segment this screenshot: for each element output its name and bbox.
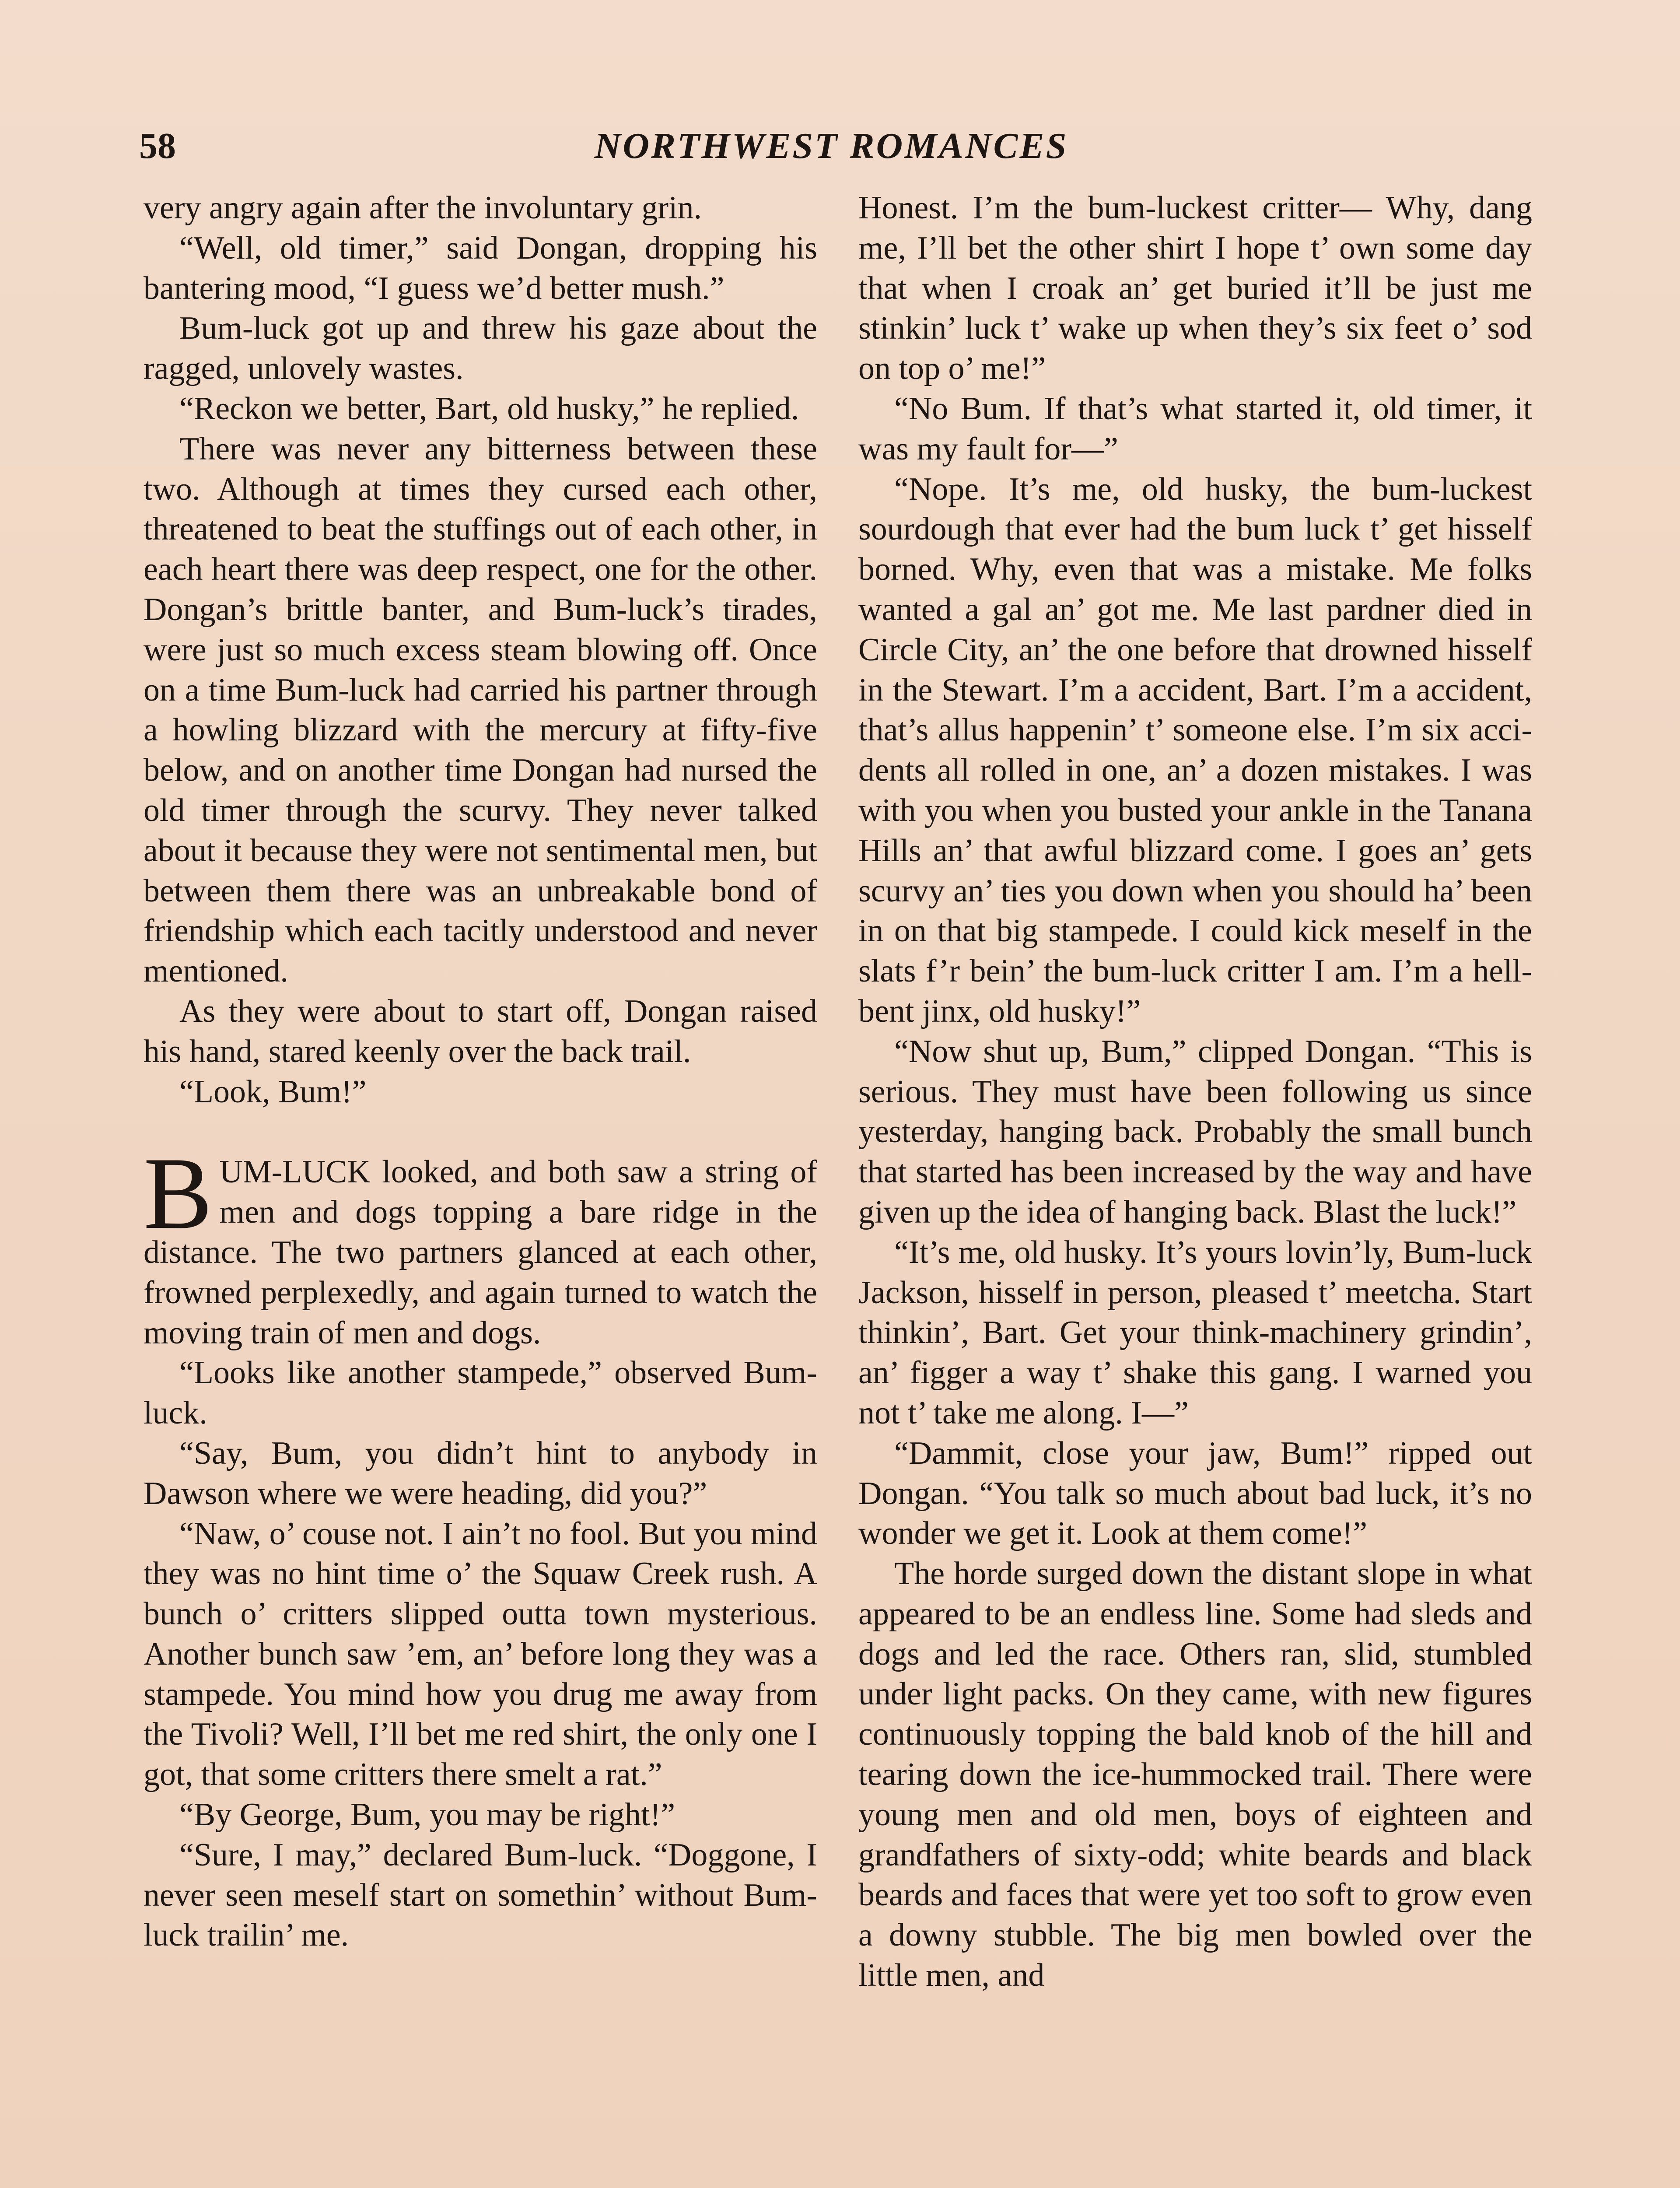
paragraph: The horde surged down the distant slope in what appeared to be an endless line. Some had sleds and dogs and led the race. Others ran, slid, stumbled under light packs. On they came, with new figures continuously topping the bald knob of the hill and tearing down the ice-hummocked trail. There were young men and old men, boys of eighteen and grandfathers of sixty-odd; white beards and black beards and faces that were yet too soft to grow even a downy stubble. The big men bowled over the little men, and (858, 1556, 1532, 1994)
paragraph: “Say, Bum, you didn’t hint to anybody in Dawson where we were heading, did you?” (144, 1435, 817, 1511)
paragraph: “Now shut up, Bum,” clipped Dongan. “This is serious. They must have been following us since yesterday, hanging back. Probably the small bunch that started has been increased by the way and have given up the idea of hanging back. Blast the luck!” (858, 1033, 1532, 1230)
right-column (858, 188, 1532, 1996)
paragraph: Bum-luck got up and threw his gaze about the ragged, unlovely wastes. (144, 310, 817, 387)
paragraph: “Nope. It’s me, old husky, the bum-luckest sourdough that ever had the bum luck t’ get hisself borned. Why, even that was a mistake. Me folks wanted a gal an’ got me. Me last pardner died in Circle City, an’ the one before that drowned hisself in the Stewart. I’m a accident, Bart. I’m a accident, that’s allus happenin’ t’ someone else. I’m six accidents all rolled in one, an’ a dozen mistakes. I was with you when you busted your ankle in the Tanana Hills an’ that awful blizzard come. I goes an’ gets scurvy an’ ties you down when you should ha’ been in on that big stampede. I could kick meself in the slats f’r bein’ the bum-luck critter I am. I’m a hell-bent jinx, old husky!” (858, 471, 1532, 1029)
paragraph: “No Bum. If that’s what started it, old timer, it was my fault for—” (858, 390, 1532, 467)
paragraph: “Reckon we better, Bart, old husky,” he replied. (179, 390, 799, 427)
paragraph: very angry again after the involuntary grin. (144, 190, 702, 226)
paragraph: “It’s me, old husky. It’s yours lovin’ly, Bum-luck Jackson, hisself in person, pleased t’ meetcha. Start thinkin’, Bart. Get your think-machinery grindin’, an’ figger a way t’ shake this gang. I warned you not t’ take me along. I—” (858, 1234, 1532, 1431)
drop-cap: B (144, 1136, 213, 1251)
section-break (144, 1112, 817, 1152)
page-number: 58 (139, 126, 176, 166)
paragraph: “Look, Bum!” (179, 1073, 367, 1110)
paragraph: There was never any bitterness between these two. Although at times they cursed each other, threatened to beat the stuffings out of each other, in each heart there was deep respect, one for the other. Dongan’s brittle banter, and Bum-luck’s tirades, were just so much excess steam blowing off. Once on a time Bum-luck had carried his partner through a howling blizzard with the mercury at fifty-five below, and on another time Dongan had nursed the old timer through the scurvy. They never talked about it because they were not sentimental men, but between them there was an unbreakable bond of friendship which each tacitly understood and never mentioned. (144, 431, 817, 989)
paragraph: Honest. I’m the bum-luckest critter— Why, dang me, I’ll bet the other shirt I hope t’ own some day that when I croak an’ get buried it’ll be just me stinkin’ luck t’ wake up when they’s six feet o’ sod on top o’ me!” (858, 190, 1532, 387)
paragraph: “Well, old timer,” said Dongan, dropping his bantering mood, “I guess we’d better mush.” (144, 230, 817, 306)
paragraph: As they were about to start off, Dongan raised his hand, stared keenly over the back trail. (144, 993, 817, 1069)
paragraph: “By George, Bum, you may be right!” (179, 1797, 676, 1833)
running-title: NORTHWEST ROMANCES (594, 126, 1068, 166)
paragraph: “Naw, o’ couse not. I ain’t no fool. But you mind they was no hint time o’ the Squaw Creek rush. A bunch o’ critters slipped outta town mysterious. Another bunch saw ’em, an’ before long they was a stampede. You mind how you drug me away from the Tivoli? Well, I’ll bet me red shirt, the only one I got, that some critters there smelt a rat.” (144, 1515, 817, 1793)
dropcap-paragraph (144, 1136, 817, 1353)
paragraph: “Dammit, close your jaw, Bum!” ripped out Dongan. “You talk so much about bad luck, it’s no wonder we get it. Look at them come!” (858, 1435, 1532, 1552)
dropcap-paragraph-text: UM-LUCK looked, and both saw a string of men and dogs topping a bare ridge in the distance. The two partners glanced at each other, frowned perplexedly, and again turned to watch the moving train of men and dogs. (144, 1154, 817, 1351)
paragraph: “Sure, I may,” declared Bum-luck. “Doggone, I never seen meself start on somethin’ without Bum-luck trailin’ me. (144, 1837, 817, 1953)
paragraph: “Looks like another stampede,” observed Bum-luck. (144, 1355, 817, 1431)
left-column (144, 188, 817, 1956)
